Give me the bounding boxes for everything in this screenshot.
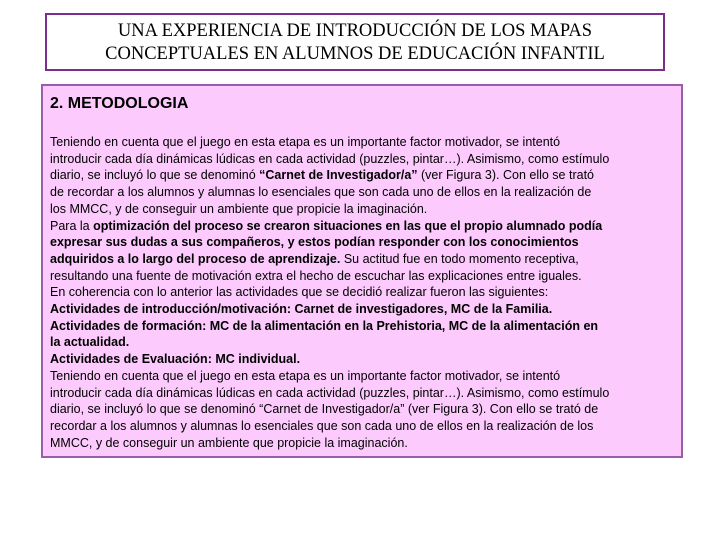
section-heading: 2. METODOLOGIA bbox=[50, 95, 189, 112]
bold-text: optimización del proceso se crearon situaciones en las que el propio alumnado podía bbox=[93, 218, 603, 233]
content-box bbox=[41, 84, 683, 458]
body-line bbox=[50, 318, 673, 335]
body-line bbox=[50, 134, 673, 151]
title-box bbox=[45, 13, 665, 71]
bold-text: expresar sus dudas a sus compañeros, y estos podían responder con los conocimientos bbox=[50, 235, 579, 250]
body-line bbox=[50, 385, 673, 402]
body-text: diario, se incluyó lo que se denominó bbox=[50, 168, 260, 183]
body-text: resultando una fuente de motivación extra el hecho de escuchar las explicaciones entre iguales. bbox=[50, 268, 582, 283]
body-line bbox=[50, 284, 673, 301]
body-text: Teniendo en cuenta que el juego en esta etapa es un importante factor motivador, se intentó bbox=[50, 368, 561, 383]
body-text: Su actitud fue en todo momento receptiva, bbox=[340, 251, 579, 266]
body-text: los MMCC, y de conseguir un ambiente que propicie la imaginación. bbox=[50, 201, 428, 216]
body-text: introducir cada día dinámicas lúdicas en cada actividad (puzzles, pintar…). Asimismo, como estímulo bbox=[50, 151, 610, 166]
bold-text: “Carnet de Investigador/a” bbox=[259, 168, 418, 183]
bold-text: Actividades de Evaluación: MC individual. bbox=[50, 352, 301, 367]
body-line bbox=[50, 167, 673, 184]
body-line bbox=[50, 251, 673, 268]
body-text: MMCC, y de conseguir un ambiente que propicie la imaginación. bbox=[50, 435, 408, 450]
body-text: de recordar a los alumnos y alumnas lo esenciales que son cada uno de ellos en la realización de bbox=[50, 185, 592, 200]
body-line bbox=[50, 351, 673, 368]
body-line bbox=[50, 418, 673, 435]
body-text: En coherencia con lo anterior las actividades que se decidió realizar fueron las siguientes: bbox=[50, 285, 549, 300]
body-text: (ver Figura 3). Con ello se trató bbox=[417, 168, 594, 183]
body-line bbox=[50, 201, 673, 218]
body-line bbox=[50, 334, 673, 351]
bold-text: Actividades de formación: MC de la alimentación en la Prehistoria, MC de la alimentación en bbox=[50, 318, 599, 333]
body-text: introducir cada día dinámicas lúdicas en cada actividad (puzzles, pintar…). Asimismo, como estímulo bbox=[50, 385, 610, 400]
body-line bbox=[50, 151, 673, 168]
bold-text: la actualidad. bbox=[50, 335, 130, 350]
body-line bbox=[50, 268, 673, 285]
body-line bbox=[50, 234, 673, 251]
body-line bbox=[50, 218, 673, 235]
body-text: recordar a los alumnos y alumnas lo esenciales que son cada uno de ellos en la realización de los bbox=[50, 418, 594, 433]
body-line bbox=[50, 301, 673, 318]
body-line bbox=[50, 401, 673, 418]
body-line bbox=[50, 435, 673, 452]
title-line-1: UNA EXPERIENCIA DE INTRODUCCIÓN DE LOS MAPAS bbox=[117, 21, 593, 41]
body-text: diario, se incluyó lo que se denominó “Carnet de Investigador/a” (ver Figura 3). Con ello se trató de bbox=[50, 402, 599, 417]
bold-text: Actividades de introducción/motivación: Carnet de investigadores, MC de la Familia. bbox=[50, 302, 553, 317]
title-line-2: CONCEPTUALES EN ALUMNOS DE EDUCACIÓN INFANTIL bbox=[105, 44, 605, 64]
body-text: Teniendo en cuenta que el juego en esta etapa es un importante factor motivador, se intentó bbox=[50, 135, 561, 149]
body-line bbox=[50, 368, 673, 385]
bold-text: adquiridos a lo largo del proceso de aprendizaje. bbox=[50, 251, 341, 266]
section-body bbox=[50, 134, 673, 451]
body-text: Para la bbox=[50, 218, 94, 233]
body-line bbox=[50, 184, 673, 201]
